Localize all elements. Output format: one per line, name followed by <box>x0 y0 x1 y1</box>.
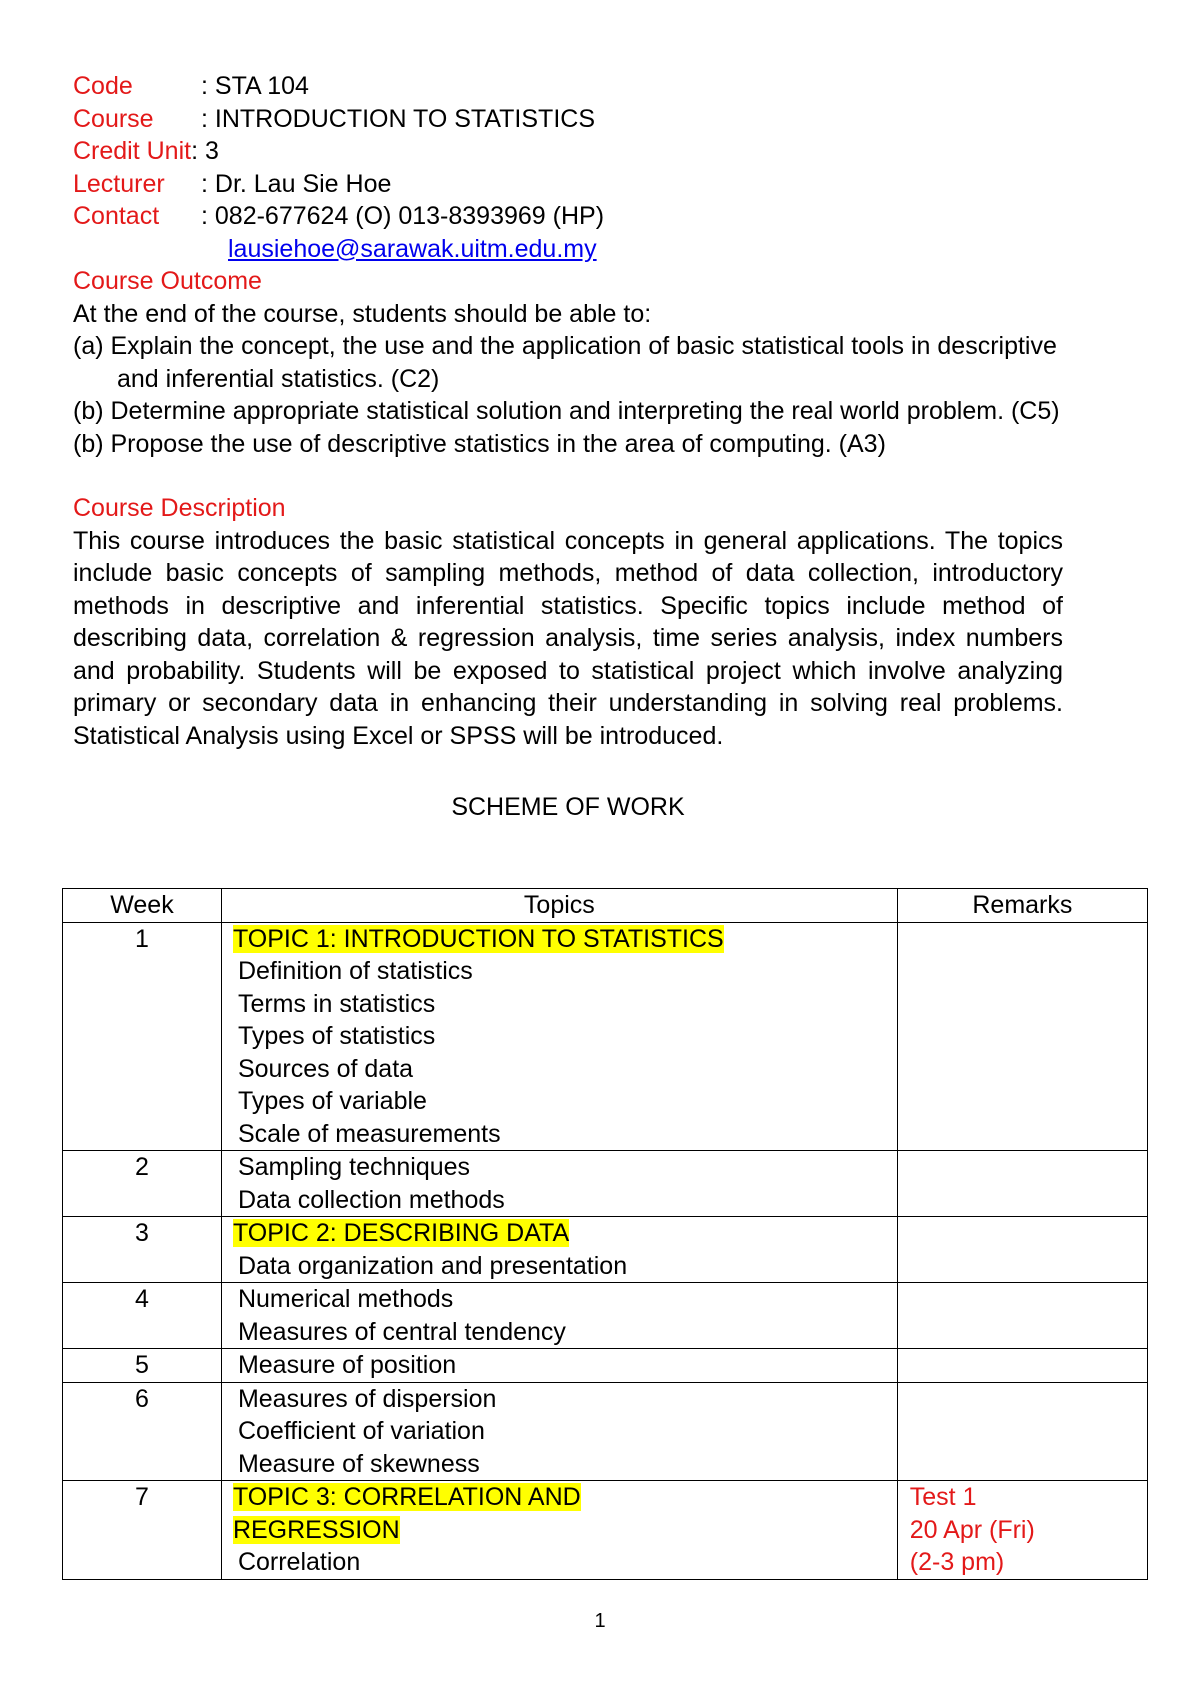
outcome-item: (b) Propose the use of descriptive statistics in the area of computing. (A3) <box>73 429 886 458</box>
credit-value: : 3 <box>191 137 219 165</box>
code-label: Code <box>73 72 133 100</box>
email-link[interactable]: lausiehoe@sarawak.uitm.edu.my <box>228 234 597 263</box>
code-value: : STA 104 <box>201 72 309 100</box>
document-page <box>73 70 1063 821</box>
outcome-item: (b) Determine appropriate statistical solution and interpreting the real world problem. (C5) <box>73 397 1060 425</box>
topic-item: Scale of measurements <box>237 1119 501 1148</box>
outcome-intro: At the end of the course, students should be able to: <box>73 299 652 328</box>
remarks-cell <box>897 1283 1147 1349</box>
remarks-cell <box>897 1151 1147 1217</box>
header-topics: Topics <box>221 889 897 923</box>
topic-item: Coefficient of variation <box>237 1417 485 1445</box>
lecturer-value: : Dr. Lau Sie Hoe <box>201 169 392 198</box>
table-row <box>63 1382 1148 1481</box>
topic-cell <box>221 1382 897 1481</box>
topic-item: Measure of skewness <box>237 1449 480 1478</box>
contact-line <box>73 200 1063 233</box>
topic-item: Types of variable <box>237 1087 427 1115</box>
remarks-cell <box>897 922 1147 1151</box>
topic-item: Data organization and presentation <box>237 1251 628 1280</box>
topic-heading: REGRESSION <box>232 1515 400 1544</box>
topic-cell <box>221 1151 897 1217</box>
week-cell: 4 <box>63 1283 222 1349</box>
remark-line: (2-3 pm) <box>909 1548 1005 1576</box>
course-label: Course <box>73 104 154 133</box>
topic-heading: TOPIC 2: DESCRIBING DATA <box>232 1219 570 1247</box>
table-row <box>63 1481 1148 1580</box>
topic-item: Measures of dispersion <box>237 1384 497 1413</box>
remark-line: Test 1 <box>909 1483 977 1511</box>
topic-item: Sources of data <box>237 1054 414 1083</box>
topic-item: Correlation <box>237 1548 361 1576</box>
email-line <box>73 233 1063 266</box>
remarks-cell <box>897 1217 1147 1283</box>
topic-cell <box>221 1283 897 1349</box>
description-text: This course introduces the basic statistical concepts in general applications. The topics include basic concepts of sampling methods, method of data collection, introductory methods in descriptive and inferential statistics. Specific topics include method of describing data, correlation & regression analysis, time series analysis, index numbers and probability. Students will be exposed to statistical project which involve analyzing primary or secondary data in enhancing their understanding in solving real problems. Statistical Analysis using Excel or SPSS will be introduced. <box>73 526 1063 750</box>
topic-item: Measure of position <box>237 1351 457 1379</box>
table-header-row <box>63 889 1148 923</box>
outcome-heading: Course Outcome <box>73 267 262 295</box>
credit-label: Credit Unit <box>73 137 192 165</box>
remarks-cell <box>897 1382 1147 1481</box>
topic-heading: TOPIC 1: INTRODUCTION TO STATISTICS <box>232 924 724 953</box>
week-cell: 1 <box>63 922 222 1151</box>
topic-item: Data collection methods <box>237 1185 505 1214</box>
scheme-title: SCHEME OF WORK <box>451 793 685 821</box>
lecturer-label: Lecturer <box>73 169 165 198</box>
week-cell: 3 <box>63 1217 222 1283</box>
contact-label: Contact <box>73 202 160 230</box>
table-row <box>63 922 1148 1151</box>
topic-item: Types of statistics <box>237 1022 436 1050</box>
remarks-cell <box>897 1349 1147 1383</box>
table-row <box>63 1349 1148 1383</box>
page-number: 1 <box>594 1610 606 1632</box>
topic-heading: TOPIC 3: CORRELATION AND <box>232 1483 581 1511</box>
credit-line <box>73 135 1063 168</box>
topic-cell <box>221 922 897 1151</box>
topic-item: Measures of central tendency <box>237 1317 566 1346</box>
description-heading: Course Description <box>73 494 286 522</box>
table-row <box>63 1151 1148 1217</box>
header-week: Week <box>63 889 222 923</box>
lecturer-line <box>73 168 1063 201</box>
remarks-cell <box>897 1481 1147 1580</box>
remark-line: 20 Apr (Fri) <box>909 1515 1035 1544</box>
topic-item: Terms in statistics <box>237 989 436 1018</box>
topic-item: Numerical methods <box>237 1285 454 1313</box>
table-row <box>63 1217 1148 1283</box>
scheme-table <box>62 888 1148 1580</box>
topic-cell <box>221 1481 897 1580</box>
table-row <box>63 1283 1148 1349</box>
course-value: : INTRODUCTION TO STATISTICS <box>201 104 595 133</box>
contact-value: : 082-677624 (O) 013-8393969 (HP) <box>201 202 605 230</box>
course-line <box>73 103 1063 136</box>
topic-cell <box>221 1217 897 1283</box>
topic-cell <box>221 1349 897 1383</box>
header-remarks: Remarks <box>897 889 1147 923</box>
week-cell: 5 <box>63 1349 222 1383</box>
topic-item: Definition of statistics <box>237 957 473 985</box>
outcome-item: (a) Explain the concept, the use and the application of basic statistical tools in descriptive and inferential statistics. (C2) <box>73 332 1057 393</box>
code-line <box>73 70 1063 103</box>
week-cell: 2 <box>63 1151 222 1217</box>
topic-item: Sampling techniques <box>237 1153 471 1181</box>
week-cell: 6 <box>63 1382 222 1481</box>
week-cell: 7 <box>63 1481 222 1580</box>
